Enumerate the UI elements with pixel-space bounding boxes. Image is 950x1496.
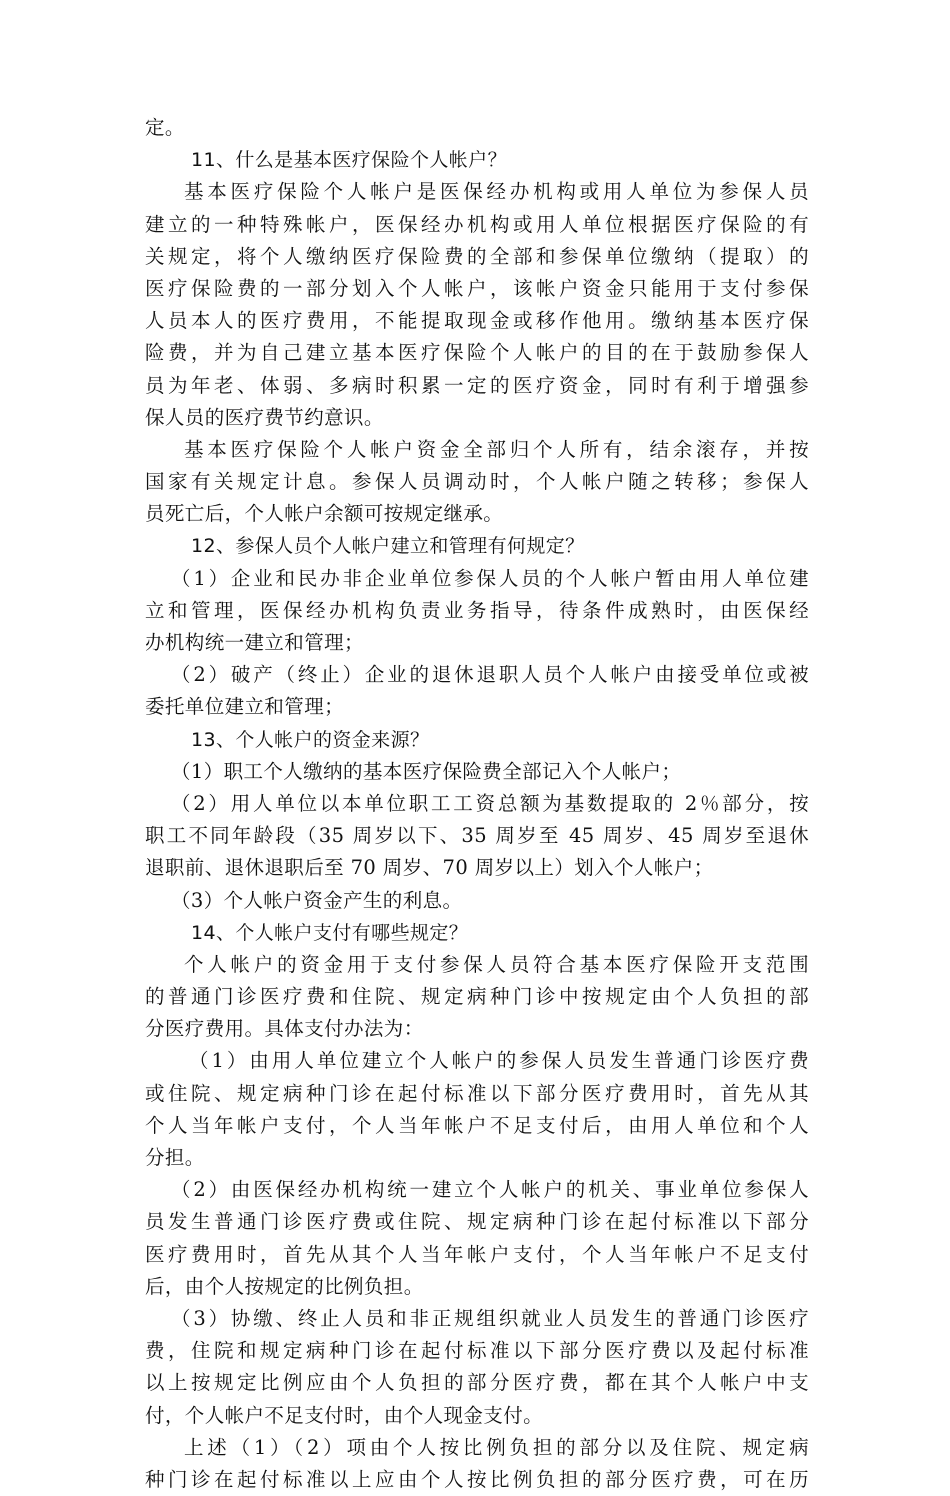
section-heading-14: 14、个人帐户支付有哪些规定？ (191, 921, 469, 944)
text-line: 定。 (145, 116, 185, 139)
text-line: 立和管理，医保经办机构负责业务指导，待条件成熟时，由医保经 (145, 598, 809, 622)
text-line: 后，由个人按规定的比例负担。 (145, 1274, 424, 1298)
text-line: 委托单位建立和管理； (145, 695, 345, 719)
text-line: （2）由医保经办机构统一建立个人帐户的机关、事业单位参保人 (171, 1178, 809, 1202)
text-line: 种门诊在起付标准以上应由个人按比例负担的部分医疗费，可在历 (145, 1467, 809, 1491)
document-body (145, 112, 809, 1496)
text-line: 或住院、规定病种门诊在起付标准以下部分医疗费用时，首先从其 (145, 1081, 809, 1105)
text-line: 分医疗费用。具体支付办法为： (145, 1017, 424, 1041)
text-line: 个人当年帐户支付，个人当年帐户不足支付后，由用人单位和个人 (145, 1113, 809, 1137)
text-line: 办机构统一建立和管理； (145, 631, 364, 654)
text-line: 保人员的医疗费节约意识。 (145, 405, 384, 429)
text-line: （1）职工个人缴纳的基本医疗保险费全部记入个人帐户； (171, 759, 682, 783)
text-line: 上述（1）（2）项由个人按比例负担的部分以及住院、规定病 (184, 1435, 809, 1459)
text-line: 医疗保险费的一部分划入个人帐户，该帐户资金只能用于支付参保 (145, 276, 809, 300)
text-line: 基本医疗保险个人帐户是医保经办机构或用人单位为参保人员 (184, 180, 809, 204)
text-line: 人员本人的医疗费用，不能提取现金或移作他用。缴纳基本医疗保 (145, 309, 809, 333)
text-line: 以上按规定比例应由个人负担的部分医疗费，都在其个人帐户中支 (145, 1371, 809, 1395)
text-line: 建立的一种特殊帐户，医保经办机构或用人单位根据医疗保险的有 (145, 212, 809, 236)
text-line: （2）用人单位以本单位职工工资总额为基数提取的 2％部分，按 (171, 791, 809, 815)
text-line: 基本医疗保险个人帐户资金全部归个人所有，结余滚存，并按 (184, 437, 809, 461)
section-heading-12: 12、参保人员个人帐户建立和管理有何规定？ (191, 535, 585, 558)
text-line: 职工不同年龄段（35 周岁以下、35 周岁至 45 周岁、45 周岁至退休 (145, 824, 809, 848)
text-line: 关规定，将个人缴纳医疗保险费的全部和参保单位缴纳（提取）的 (145, 244, 809, 268)
text-line: 员死亡后，个人帐户余额可按规定继承。 (145, 502, 504, 526)
text-line: 费，住院和规定病种门诊在起付标准以下部分医疗费以及起付标准 (145, 1339, 809, 1363)
text-line: 险费，并为自己建立基本医疗保险个人帐户的目的在于鼓励参保人 (145, 341, 809, 365)
text-line: （3）协缴、终止人员和非正规组织就业人员发生的普通门诊医疗 (171, 1306, 809, 1330)
text-line: 医疗费用时，首先从其个人当年帐户支付，个人当年帐户不足支付 (145, 1242, 809, 1266)
text-line: 分担。 (145, 1146, 205, 1169)
text-line: （1）企业和民办非企业单位参保人员的个人帐户暂由用人单位建 (171, 566, 809, 590)
text-line: 付，个人帐户不足支付时，由个人现金支付。 (145, 1403, 544, 1427)
text-line: 的普通门诊医疗费和住院、规定病种门诊中按规定由个人负担的部 (145, 985, 809, 1009)
text-line: 国家有关规定计息。参保人员调动时，个人帐户随之转移；参保人 (145, 470, 809, 494)
section-heading-13: 13、个人帐户的资金来源？ (191, 728, 430, 751)
text-line: 个人帐户的资金用于支付参保人员符合基本医疗保险开支范围 (184, 952, 809, 976)
text-line: 员发生普通门诊医疗费或住院、规定病种门诊在起付标准以下部分 (145, 1210, 809, 1234)
section-heading-11: 11、什么是基本医疗保险个人帐户？ (191, 149, 507, 172)
text-line: （3）个人帐户资金产生的利息。 (171, 888, 463, 912)
text-line: 退职前、退休退职后至 70 周岁、70 周岁以上）划入个人帐户； (145, 856, 714, 880)
text-line: （2）破产（终止）企业的退休退职人员个人帐户由接受单位或被 (171, 663, 809, 687)
text-line: （1）由用人单位建立个人帐户的参保人员发生普通门诊医疗费 (189, 1049, 809, 1073)
text-line: 员为年老、体弱、多病时积累一定的医疗资金，同时有利于增强参 (145, 373, 809, 397)
